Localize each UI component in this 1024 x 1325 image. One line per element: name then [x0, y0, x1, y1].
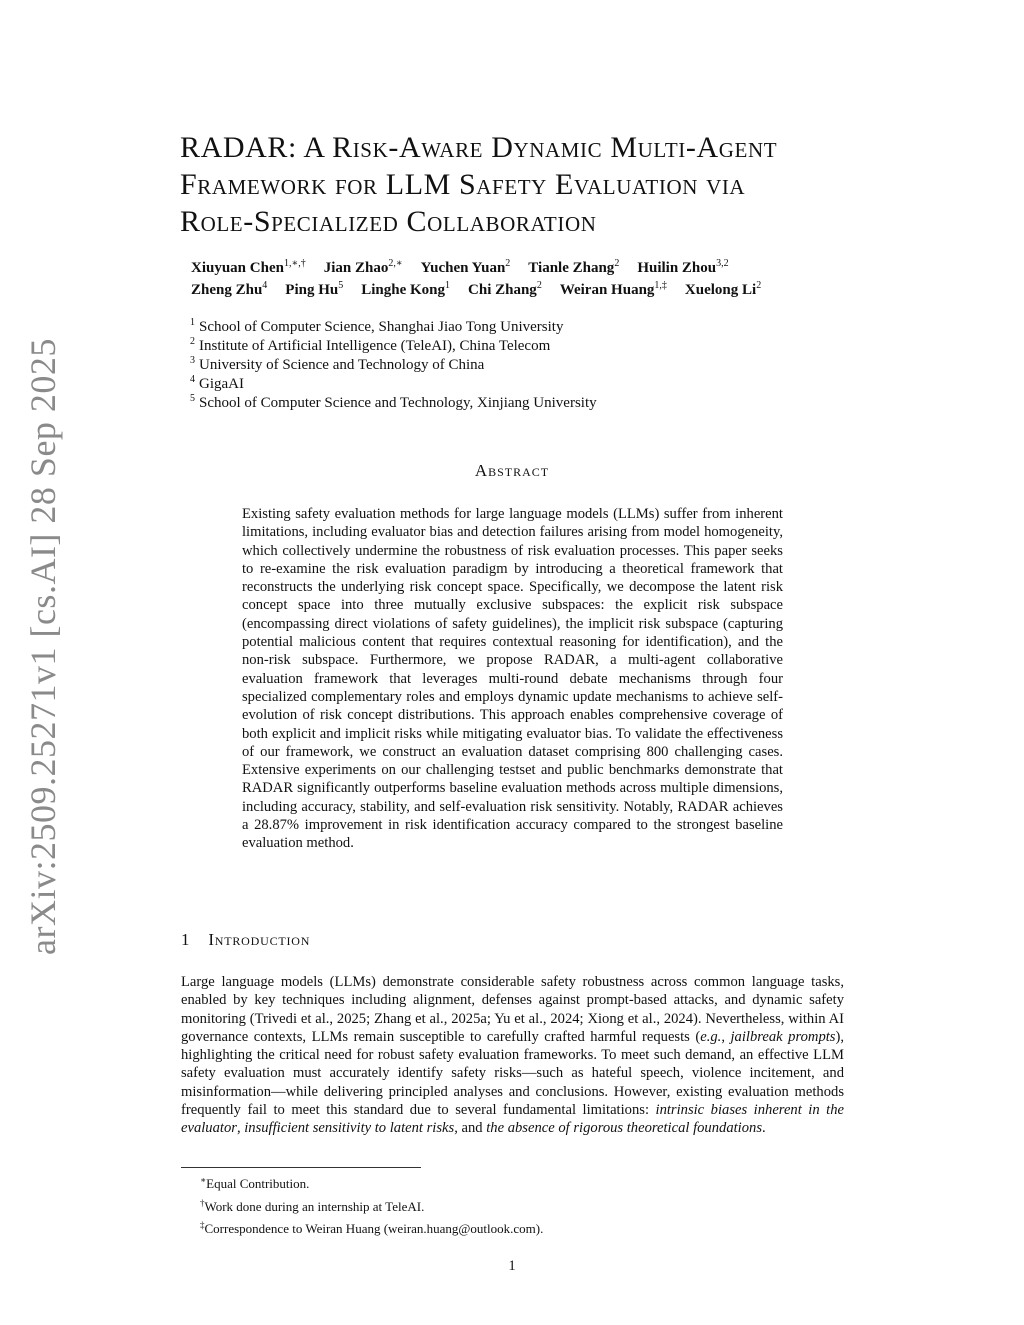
footnote-list	[200, 1171, 543, 1239]
title-line-2: Framework for LLM Safety Evaluation via	[180, 168, 746, 201]
limitation-2: insufficient sensitivity to latent risks	[244, 1120, 455, 1137]
author: Linghe Kong$^1$	[361, 280, 451, 298]
title-line-3: Role-Specialized Collaboration	[180, 205, 597, 238]
title-line-1: RADAR: A Risk-Aware Dynamic Multi-Agent	[180, 131, 778, 164]
jailbreak-prompts-term: jailbreak prompts	[730, 1028, 836, 1045]
limitation-1: intrinsic biases inherent in the evaluator	[181, 1102, 844, 1137]
author-row-1	[191, 258, 861, 280]
author: Chi Zhang$^2$	[468, 280, 542, 298]
author-list	[191, 258, 861, 302]
footnote-divider	[181, 1167, 421, 1168]
eg-abbrev: e.g.	[700, 1028, 722, 1045]
affiliation-list	[190, 317, 860, 412]
author: Yuchen Yuan$^2$	[420, 258, 511, 276]
author: Tianle Zhang$^2$	[528, 258, 620, 276]
footnote: †Work done during an internship at TeleAI.	[200, 1197, 425, 1214]
abstract-heading: Abstract	[474, 461, 550, 480]
footnote: ∗Equal Contribution.	[200, 1175, 310, 1191]
page-number: 1	[508, 1258, 516, 1274]
author: Weiran Huang$^{1,\ddagger}$	[559, 280, 667, 298]
section-heading-introduction	[181, 930, 310, 950]
introduction-paragraph: Large language models (LLMs) demonstrate considerable safety robustness across common language tasks, enabled by key techniques including alignment, defenses against prompt-based attacks, and dynamic safety monitoring (Trivedi et al., 2025; Zhang et al., 2025a; Yu et al., 2024; Xiong et al., 2024). Nevertheless, within AI governance contexts, LLMs remain susceptible to carefully crafted harmful requests (e.g., jailbreak prompts), highlighting the critical need for robust safety evaluation frameworks. To meet such demand, an effective LLM safety evaluation must accurately identify safety risks—such as hateful speech, violence incitement, and misinformation—while delivering principled analyses and conclusions. However, existing evaluation methods frequently fail to meet this standard due to several fundamental limitations: intrinsic biases inherent in the evaluator, insufficient sensitivity to latent risks, and the absence of rigorous theoretical foundations.	[181, 974, 844, 1137]
limitation-3: the absence of rigorous theoretical foundations	[486, 1120, 762, 1137]
author-row-2	[191, 280, 861, 302]
section-number: 1	[181, 930, 191, 949]
footnote: ‡Correspondence to Weiran Huang (weiran.huang@outlook.com).	[200, 1220, 544, 1237]
abstract-body: Existing safety evaluation methods for large language models (LLMs) suffer from inherent limitations, including evaluator bias and detection failures arising from model homogeneity, which collectively undermine the robustness of risk evaluation processes. This paper seeks to re-examine the risk evaluation paradigm by introducing a theoretical framework that reconstructs the underlying risk concept space. Specifically, we decompose the latent risk concept space into three mutually exclusive subspaces: the explicit risk subspace (encompassing direct violations of safety guidelines), the implicit risk subspace (capturing potential malicious content that requires contextual reasoning for identification), and the non-risk subspace. Furthermore, we propose RADAR, a multi-agent collaborative evaluation framework that leverages multi-round debate mechanisms through four specialized complementary roles and employs dynamic update mechanisms to achieve self-evolution of risk concept distributions. This approach enables comprehensive coverage of both explicit and implicit risks while mitigating evaluator bias. To validate the effectiveness of our framework, we construct an evaluation dataset comprising 800 challenging cases. Extensive experiments on our challenging testset and public benchmarks demonstrate that RADAR significantly outperforms baseline evaluation methods across multiple dimensions, including accuracy, stability, and self-evaluation risk sensitivity. Notably, RADAR achieves a 28.87% improvement in risk identification accuracy compared to the strongest baseline evaluation method.	[242, 506, 783, 852]
paper-title	[180, 129, 860, 240]
affiliation: $^5$ School of Computer Science and Technology, Xinjiang University	[190, 393, 597, 411]
author: Huilin Zhou$^{3,2}$	[637, 258, 729, 276]
affiliation: $^4$ GigaAI	[190, 374, 244, 392]
affiliation: $^2$ Institute of Artificial Intelligence (TeleAI), China Telecom	[190, 336, 551, 354]
affiliation: $^1$ School of Computer Science, Shanghai Jiao Tong University	[190, 317, 564, 335]
author: Xuelong Li$^2$	[684, 280, 762, 298]
section-title: Introduction	[208, 930, 311, 949]
author: Xiuyuan Chen$^{1,∗,\dagger}$	[191, 258, 306, 276]
author: Jian Zhao$^{2,∗}$	[323, 258, 403, 276]
author: Ping Hu$^5$	[285, 280, 344, 298]
arxiv-identifier-stamp[interactable]: arXiv:2509.25271v1 [cs.AI] 28 Sep 2025	[23, 338, 63, 955]
affiliation: $^3$ University of Science and Technology of China	[190, 355, 485, 373]
author: Zheng Zhu$^4$	[191, 280, 268, 298]
